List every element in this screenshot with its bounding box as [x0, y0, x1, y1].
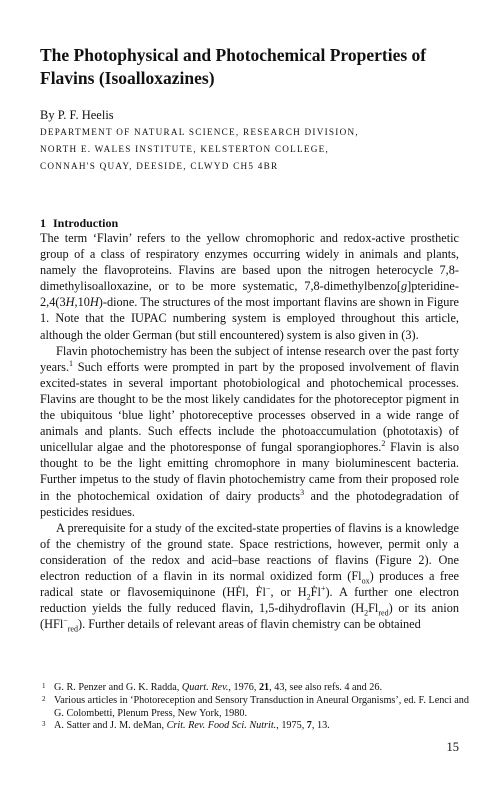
section-heading	[40, 215, 118, 231]
footnote: 1 G. R. Penzer and G. K. Radda, Quart. Rev., 1976, 21, 43, see also refs. 4 and 26.	[42, 682, 383, 693]
author-line: By P. F. Heelis	[40, 108, 114, 122]
footnote-mark: 3	[42, 720, 46, 729]
footnote: 2 Various articles in ‘Photoreception and Sensory Transduction in Aneural Organisms’, ed. F. Lenci and G. Colombetti, Plenum Press, New York, 1980.	[42, 694, 469, 719]
affiliation-line: CONNAH'S QUAY, DEESIDE, CLWYD CH5 4BR	[40, 161, 279, 171]
article-title: The Photophysical and Photochemical Properties of Flavins (Isoalloxazines)	[40, 45, 427, 88]
paragraph-3: A prerequisite for a study of the excited-state properties of flavins is a knowledge of the chemistry of the ground state. Space restrictions, however, permit only a consideration of the redox and acid–base reactions of flavins (Figure 2). One electron reduction of a flavin in its normal oxidized form $(Fl_{ox})$ produces a free radical state or flavosemiquinone (HḞl, Ḟl−, or $H_2Ḟl^+$). A further one electron reduction yields the fully reduced flavin, 1,5-dihydroflavin $(H_2Fl_{red})$ or its anion (HFl−$_{red}$). Further details of relevant areas of flavin chemistry can be obtained	[40, 520, 459, 634]
affiliation-line: NORTH E. WALES INSTITUTE, KELSTERTON COLLEGE,	[40, 144, 330, 154]
affiliation-line: DEPARTMENT OF NATURAL SCIENCE, RESEARCH DIVISION,	[40, 127, 359, 137]
reference-mark: 2	[381, 439, 386, 449]
page-number: 15	[446, 740, 459, 754]
paragraph-2: Flavin photochemistry has been the subject of intense research over the past forty years.$^1$ Such efforts were prompted in part by the proposed involvement of flavin excited-states in several important photobiological and photochemical processes. Flavins are thought to be the most likely candidates for the photoreceptor pigment in the ubiquitous ‘blue light’ photoreceptive processes observed in a wide range of animals and plants. Such effects include the photoaccumulation (phototaxis) of unicellular algae and the photoresponse of fungal sporangiophores.$^2$ Flavin is also thought to be the light emitting chromophore in many bioluminescent bacteria. Further impetus to the study of flavin photochemistry came from their proposed role in the photochemical oxidation of dairy products$^3$ and the photodegradation of pesticides residues.	[40, 343, 460, 519]
reference-mark: 3	[300, 487, 305, 497]
paragraph-1: The term ‘Flavin’ refers to the yellow chromophoric and redox-active prosthetic group of a class of respiratory enzymes occurring widely in animals and plants, namely the flavoproteins. Flavins are based upon the nitrogen heterocycle 7,8-dimethylisoalloxazine, or to be more systematic, 7,8-dimethylbenzo[g]pteridine-2,4(3H,10H)-dione. The structures of the most important flavins are shown in Figure 1. Note that the IUPAC numbering system is employed throughout this article, although the older German (but still encountered) system is also given in (3).	[40, 231, 459, 342]
footnote-mark: 1	[42, 682, 46, 690]
reference-mark: 1	[69, 358, 74, 368]
body-text	[40, 230, 459, 632]
section-title: Introduction	[53, 216, 119, 230]
footnotes	[40, 682, 470, 733]
section-number: 1	[40, 216, 46, 230]
footnote-mark: 2	[42, 694, 46, 703]
footnote: 3 A. Satter and J. M. deMan, Crit. Rev. Food Sci. Nutrit., 1975, 7, 13.	[42, 720, 330, 732]
affiliation-block	[40, 124, 470, 175]
